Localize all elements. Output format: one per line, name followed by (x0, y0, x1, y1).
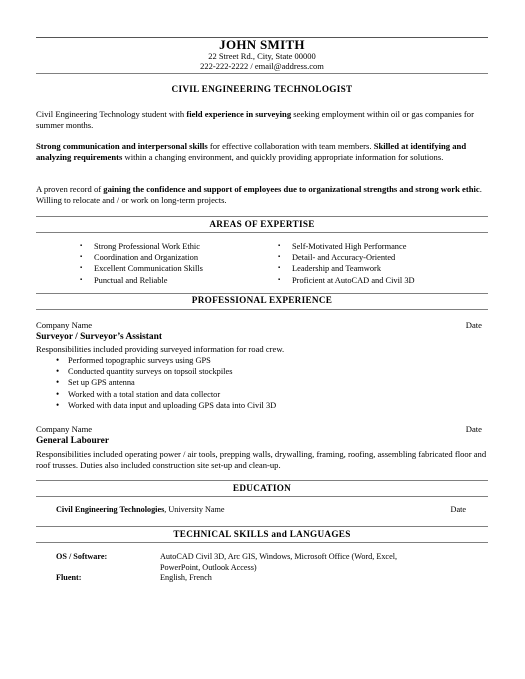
list-item: ▪ Leadership and Teamwork (278, 263, 478, 274)
skills-os-label: OS / Software: (56, 552, 108, 561)
summary-paragraph-2: Strong communication and interpersonal skills for effective collaboration with team members. Skilled at identifying and analyzing requirements within a changing environment, and quickly providing appropriate information for solutions. (36, 141, 467, 162)
education-program: Civil Engineering Technologies (56, 505, 165, 514)
applicant-contact: 222-222-2222 / email@address.com (200, 61, 324, 71)
skills-fluent-value: English, French (160, 573, 212, 582)
list-item: ▪ Self-Motivated High Performance (278, 241, 478, 252)
divider (36, 480, 488, 481)
expertise-list-left (80, 241, 260, 286)
list-item: ▪ Strong Professional Work Ethic (80, 241, 260, 252)
job-duties-list (54, 355, 474, 411)
list-item: ▪ Detail- and Accuracy-Oriented (278, 252, 478, 263)
job-title: CIVIL ENGINEERING TECHNOLOGIST (171, 84, 353, 94)
applicant-name: JOHN SMITH (219, 37, 305, 52)
divider (36, 496, 488, 497)
job-role: Surveyor / Surveyor’s Assistant (36, 332, 162, 342)
experience-heading: PROFESSIONAL EXPERIENCE (191, 295, 333, 305)
list-item: ▪ Excellent Communication Skills (80, 263, 260, 274)
list-item: • Performed topographic surveys using GPS (54, 355, 474, 366)
education-date: Date (450, 505, 466, 514)
divider (36, 73, 488, 74)
list-item: ▪ Proficient at AutoCAD and Civil 3D (278, 275, 478, 286)
skills-heading: TECHNICAL SKILLS and LANGUAGES (173, 529, 351, 539)
skills-fluent-label: Fluent: (56, 573, 82, 582)
divider (36, 216, 488, 217)
summary-paragraph-3: A proven record of gaining the confidence and support of employees due to organizational strengths and strong work ethic. Willing to relocate and / or work on long-term projects. (36, 184, 482, 205)
job-date: Date (465, 320, 482, 330)
job-company: Company Name (36, 320, 93, 330)
education-school: , University Name (164, 505, 225, 514)
job-company: Company Name (36, 424, 93, 434)
divider (36, 232, 488, 233)
education-heading: EDUCATION (232, 483, 292, 493)
list-item: • Conducted quantity surveys on topsoil stockpiles (54, 366, 474, 377)
job-description: Responsibilities included providing surveyed information for road crew. (36, 344, 285, 354)
applicant-address: 22 Street Rd., City, State 00000 (208, 51, 316, 61)
divider (36, 293, 488, 294)
list-item: • Set up GPS antenna (54, 377, 474, 388)
expertise-heading: AREAS OF EXPERTISE (209, 219, 315, 229)
job-description: Responsibilities included operating power / air tools, prepping walls, drywalling, framing, roofing, assembling fabricated floor and roof trusses. Duties also included construction site set-up and clean-up. (36, 449, 487, 470)
divider (36, 542, 488, 543)
job-role: General Labourer (36, 436, 109, 446)
list-item: • Worked with data input and uploading GPS data into Civil 3D (54, 400, 474, 411)
education-entry (56, 504, 225, 515)
job-date: Date (465, 424, 482, 434)
summary-paragraph-1: Civil Engineering Technology student with field experience in surveying seeking employment within oil or gas companies for summer months. (36, 109, 474, 130)
list-item: • Worked with a total station and data collector (54, 389, 474, 400)
expertise-list-right (278, 241, 478, 286)
divider (36, 526, 488, 527)
divider (36, 309, 488, 310)
list-item: ▪ Punctual and Reliable (80, 275, 260, 286)
list-item: ▪ Coordination and Organization (80, 252, 260, 263)
skills-os-value: AutoCAD Civil 3D, Arc GIS, Windows, Microsoft Office (Word, Excel, PowerPoint, Outlook Access) (160, 552, 398, 572)
